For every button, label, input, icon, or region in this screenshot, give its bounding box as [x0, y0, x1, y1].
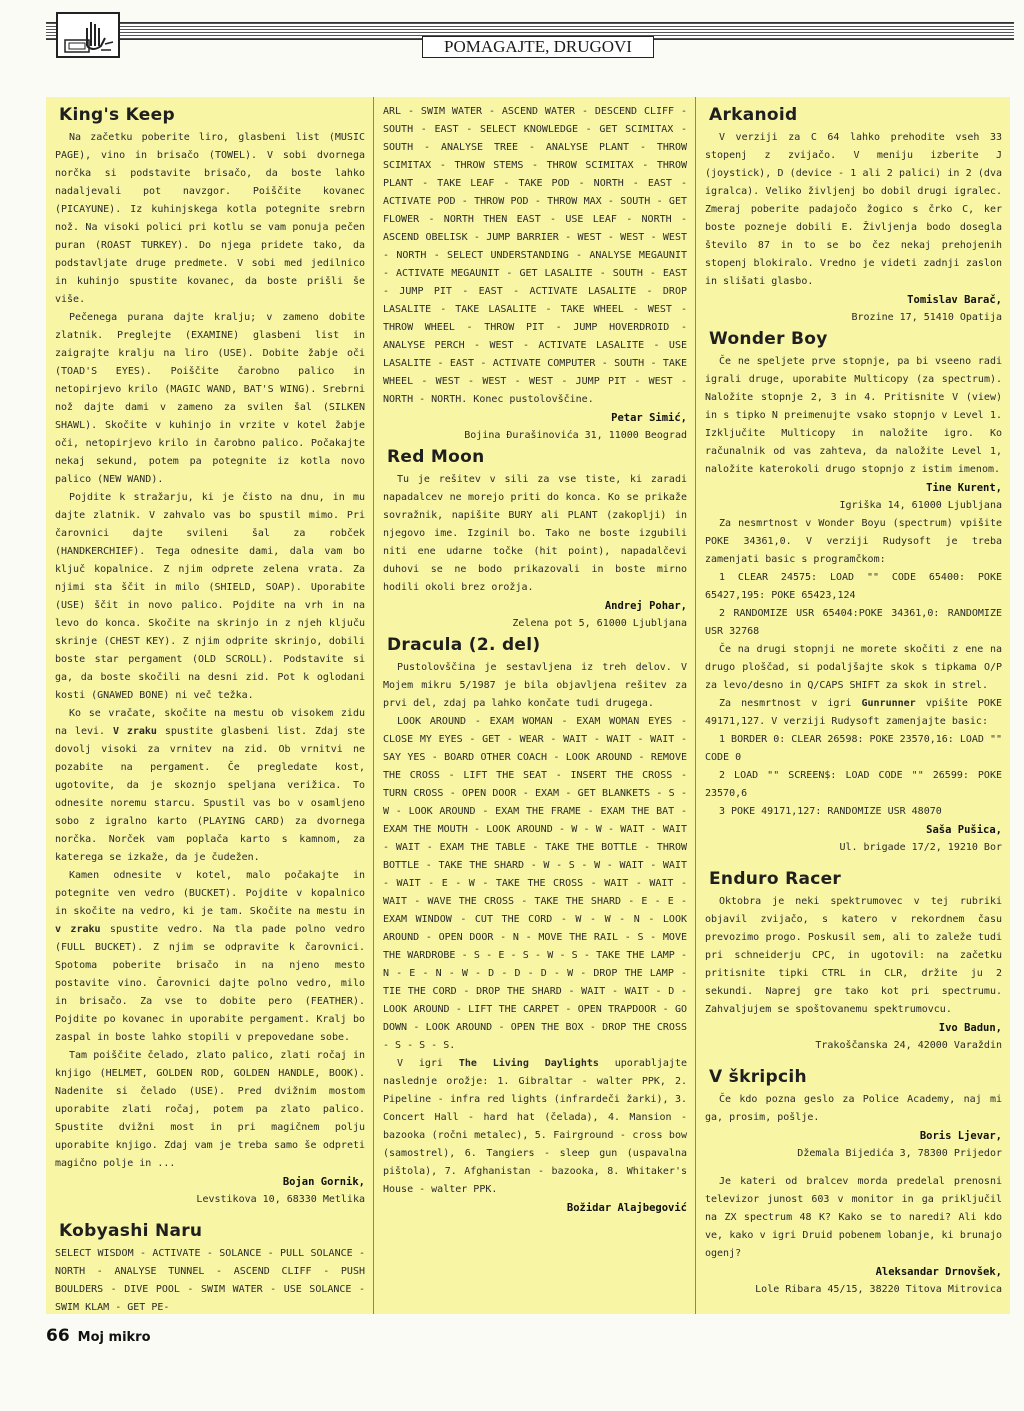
- column-3: [696, 97, 1010, 1314]
- kobyashi-p1: SELECT WISDOM - ACTIVATE - SOLANCE - PULL SOLANCE - NORTH - ANALYSE TUNNEL - ASCEND CLIFF - PUSH BOULDERS - DIVE POOL - SWIM WATER - USE SOLANCE - SWIM KLAM - GET PE-: [55, 1248, 365, 1313]
- author-signature: Tine Kurent,: [926, 482, 1002, 494]
- author-address: Levstikova 10, 68330 Metlika: [196, 1194, 365, 1205]
- author-address: Trakoščanska 24, 42000 Varaždin: [815, 1040, 1002, 1051]
- author-address: Džemala Bijedića 3, 78300 Prijedor: [797, 1148, 1002, 1159]
- author-signature: Aleksandar Drnovšek,: [875, 1266, 1002, 1278]
- page-footer: [46, 1326, 151, 1346]
- wonder-boy-p1: Če ne speljete prve stopnje, pa bi vseeno radi igrali druge, uporabite Multicopy (za spectrum). Naložite stopnje 2, 3 in 4. Pritisnite V (view) in s tipko N preimenujte vsako stopnjo v Level 1. Izključite Multicopy in naložite igro. Ko računalnik od vas zahteva, da naložite Level 1, naložite katerokoli drugo stopnjo z istim imenom.: [705, 356, 1002, 475]
- headline-arkanoid: Arkanoid: [709, 105, 798, 125]
- wonder-boy-p3: Če na drugi stopnji ne morete skočiti z ene na drugo ploščad, si podaljšajte skok s tipkama O/P za levo/desno in Q/CAPS SHIFT za skok in strel.: [705, 644, 1002, 691]
- kings-keep-p1: Na začetku poberite liro, glasbeni list (MUSIC PAGE), vino in brisačo (TOWEL). V sobi dvornega norčka si podstavite brisačo, da boste lahko nadaljevali pot navzgor. Poiščite kovanec (PICAYUNE). Iz kuhinjskega kotla potegnite srebrn nož. Na visoki polici pri kotlu se vam ponuja pečen puran (ROAST TURKEY). Do njega pridete tako, da podstavljate druge predmete. V sobi med jedilnico in kuhinjo spustite kovanec, da boste prišli še više.: [55, 132, 365, 305]
- living-daylights-p1: V igri The Living Daylights uporabljajte naslednje orožje: 1. Gibraltar - walter PPK, 2. Pipeline - infra red lights (infrardeči žarki), 3. Concert Hall - hard hat (čelada), 4. Mansion - bazooka (ročni metalec), 5. Fairground - cross bow (samostrel), 6. Tangiers - sleep gun (uspavalna pištola), 7. Afghanistan - bazooka, 8. Whitaker's House - walter PPK.: [383, 1058, 687, 1195]
- author-address: Bojina Đurašinovića 31, 11000 Beograd: [464, 430, 687, 441]
- skripcih-p2: Je kateri od bralcev morda predelal prenosni televizor junost 603 v monitor in ga priključil na ZX spectrum 48 K? Kako se to naredi? Ali kdo ve, kako v igri Druid pobenem lobanje, ki brunajo ogenj?: [705, 1176, 1002, 1259]
- author-signature: Boris Ljevar,: [919, 1130, 1002, 1142]
- gunrunner-p1: Za nesmrtnost v igri Gunrunner vpišite POKE 49171,127. V verziji Rudysoft zamenjajte basic:: [705, 698, 1002, 727]
- author-signature: Ivo Badun,: [938, 1022, 1002, 1034]
- hand-with-computer-logo-icon: [56, 12, 120, 58]
- headline-red-moon: Red Moon: [387, 447, 485, 467]
- section-title: POMAGAJTE, DRUGOVI: [422, 36, 654, 58]
- column-2: [374, 97, 696, 1314]
- code-line: 2 RANDOMIZE USR 65404:POKE 34361,0: RANDOMIZE USR 32768: [705, 608, 1002, 637]
- magazine-name: Moj mikro: [77, 1330, 151, 1345]
- headline-dracula: Dracula (2. del): [387, 635, 541, 655]
- author-signature: Andrej Pohar,: [604, 600, 687, 612]
- author-signature: Saša Pušica,: [926, 824, 1002, 836]
- author-signature: Petar Simić,: [611, 412, 687, 424]
- author-address: Igriška 14, 61000 Ljubljana: [839, 500, 1002, 511]
- headline-wonder-boy: Wonder Boy: [709, 329, 828, 349]
- code-line: 1 CLEAR 24575: LOAD "" CODE 65400: POKE 65427,195: POKE 65423,124: [705, 572, 1002, 601]
- code-line: 2 LOAD "" SCREEN$: LOAD CODE "" 26599: POKE 23570,6: [705, 770, 1002, 799]
- kobyashi-continued: ARL - SWIM WATER - ASCEND WATER - DESCEND CLIFF - SOUTH - EAST - SELECT KNOWLEDGE - GET SCIMITAX - SOUTH - ANALYSE TREE - ANALYSE PLANT - THROW SCIMITAX - THROW STEMS - THROW SCIMITAX - THROW PLANT - TAKE LEAF - TAKE POD - NORTH - EAST - ACTIVATE POD - THROW POD - THROW MAX - SOUTH - GET FLOWER - NORTH THEN EAST - USE LEAF - NORTH - ASCEND OBELISK - JUMP BARRIER - WEST - WEST - WEST - NORTH - SELECT UNDERSTANDING - ANALYSE MEGAUNIT - ACTIVATE MEGAUNIT - GET LASALITE - SOUTH - EAST - JUMP PIT - EAST - ACTIVATE LASALITE - DROP LASALITE - TAKE LASALITE - TAKE WHEEL - WEST - THROW WHEEL - THROW PIT - JUMP HOVERDROID - ANALYSE PERCH - WEST - ACTIVATE LASALITE - USE LASALITE - EAST - ACTIVATE COMPUTER - SOUTH - TAKE WHEEL - WEST - WEST - WEST - JUMP PIT - WEST - NORTH - NORTH. Konec pustolovščine.: [383, 106, 687, 405]
- kings-keep-p3: Pojdite k stražarju, ki je čisto na dnu, in mu dajte zlatnik. V zahvalo vas bo spustil mimo. Pri čarovnici dajte svileni šal za robček (HANDKERCHIEF). Tega odnesite dami, dala vam bo ključ kopalnice. Z njim odprete zelena vrata. Za njimi sta ščit in milo (SHIELD, SOAP). Uporabite (USE) ščit in novo palico. Pojdite na vrh in na levo do konca. Skočite na skrinjo in z njeh ključu skrinje (CHEST KEY). Z njim odprite skrinjo, dobili boste star pergament (OLD SCROLL). Podstavite si ga, da boste skočili na desni zid. Pot k oglodani kosti (GNAWED BONE) ni več težka.: [55, 492, 365, 701]
- arkanoid-p1: V verziji za C 64 lahko prehodite vseh 33 stopenj z zvijačo. V meniju izberite J (joystick), D (device - 1 ali 2 palici) in 2 (dva igralca). Veliko življenj bo dobil drugi igralec. Zmeraj poberite padajočo žogico s črko C, ker boste pozneje dobili E. Življenja bodo dosegla število 87 in to se bo čez nekaj prehojenih stopenj blokiralo. Vredno je videti zadnji zaslon in slišati glasbo.: [705, 132, 1002, 287]
- kings-keep-p2: Pečenega purana dajte kralju; v zameno dobite zlatnik. Preglejte (EXAMINE) glasbeni list in zaigrajte kralju na liro (USE). Dobite žabje oči (TOAD'S EYES). Poiščite čarobno palico in netopirjevo krilo (MAGIC WAND, BAT'S WING). Srebrni nož dajte dami v zameno za svilen šal (SILKEN SHAWL). Skočite v kuhinjo in vrzite v kotel žabje oči, netopirjevo krilo in čarobno palico. Počakajte nekaj sekund, potem pa potegnite iz kotla novo palico (NEW WAND).: [55, 312, 365, 485]
- headline-kobyashi-naru: Kobyashi Naru: [59, 1221, 203, 1241]
- code-line: 3 POKE 49171,127: RANDOMIZE USR 48070: [719, 806, 942, 817]
- author-signature: Bojan Gornik,: [282, 1176, 365, 1188]
- wonder-boy-p2: Za nesmrtnost v Wonder Boyu (spectrum) vpišite POKE 34361,0. V verziji Rudysoft je treba zamenjati basic s programčkom:: [705, 518, 1002, 565]
- author-address: Ul. brigade 17/2, 19210 Bor: [839, 842, 1002, 853]
- kings-keep-p5: Kamen odnesite v kotel, malo počakajte in potegnite ven vedro (BUCKET). Pojdite v kopalnico in skočite na vedro, ki je tam. Skočite na mestu in v zraku spustite vedro. Na tla pade polno vedro (FULL BUCKET). Z njim se odpravite k čarovnici. Spotoma poberite brisačo in na njeno mesto postavite vino. Čarovnici dajte polno vedro, milo in brisačo. Za vse to dobite pero (FEATHER). Pojdite po kovanec in uporabite pergament. Kralj bo zaspal in boste lahko stopili v prepovedane sobe.: [55, 870, 365, 1043]
- dracula-p2: LOOK AROUND - EXAM WOMAN - EXAM WOMAN EYES - CLOSE MY EYES - GET - WEAR - WAIT - WAIT - WAIT - SAY YES - BOARD OTHER COACH - LOOK AROUND - REMOVE THE CROSS - LIFT THE SEAT - INSERT THE CROSS - TURN CROSS - OPEN DOOR - EXAM - GET BLANKETS - S - W - LOOK AROUND - EXAM THE FRAME - EXAM THE BAT - EXAM THE MOUTH - LOOK AROUND - W - W - WAIT - WAIT - WAIT - EXAM THE TABLE - TAKE THE BOTTLE - THROW BOTTLE - TAKE THE SHARD - W - S - W - WAIT - WAIT - WAIT - E - W - TAKE THE CROSS - WAIT - WAIT - WAIT - WAVE THE CROSS - TAKE THE SHARD - E - E - EXAM WINDOW - CUT THE CORD - W - W - N - LOOK AROUND - OPEN DOOR - N - MOVE THE RAIL - S - MOVE THE WARDROBE - S - E - S - W - S - TAKE THE LAMP - N - E - N - W - D - D - D - W - DROP THE LAMP - TIE THE CORD - DROP THE SHARD - WAIT - WAIT - D - LOOK AROUND - LIFT THE CARPET - OPEN TRAPDOOR - GO DOWN - LOOK AROUND - OPEN THE BOX - DROP THE CROSS - S - S - S.: [383, 716, 687, 1051]
- author-address: Brozine 17, 51410 Opatija: [851, 312, 1002, 323]
- code-line: 1 BORDER 0: CLEAR 26598: POKE 23570,16: LOAD "" CODE 0: [705, 734, 1002, 763]
- kings-keep-p6: Tam poiščite čelado, zlato palico, zlati ročaj in knjigo (HELMET, GOLDEN ROD, GOLDEN HANDLE, BOOK). Nadenite si čelado (USE). Pred dvižnim mostom uporabite zlati ročaj, potem pa zlato palico. Spustite dvižni most in pri magičnem polju uporabite knjigo. Zdaj vam je treba samo še odpreti magično polje in ...: [55, 1050, 365, 1169]
- author-signature: Tomislav Barač,: [907, 294, 1002, 306]
- dracula-p1: Pustolovščina je sestavljena iz treh delov. V Mojem mikru 5/1987 je bila objavljena rešitev za prvi del, zdaj pa lahko končate tudi drugega.: [383, 662, 687, 709]
- page-number: 66: [46, 1326, 70, 1346]
- author-address: Lole Ribara 45/15, 38220 Titova Mitrovica: [755, 1284, 1002, 1295]
- author-address: Zelena pot 5, 61000 Ljubljana: [512, 618, 687, 629]
- headline-v-skripcih: V škripcih: [709, 1067, 807, 1087]
- skripcih-p1: Če kdo pozna geslo za Police Academy, naj mi ga, prosim, pošlje.: [705, 1094, 1002, 1123]
- red-moon-p1: Tu je rešitev v sili za vse tiste, ki zaradi napadalcev ne morejo priti do konca. Ko se prikaže sovražnik, napišite BURY ali PLANT (zakoplji) in njegovo ime. Izginil bo. Tako ne boste izgubili niti ene udarne točke (hit point), napadalčevi duhovi se ne bodo prikazovali in boste mirno hodili okoli brez orožja.: [383, 474, 687, 593]
- author-signature: Božidar Alajbegović: [566, 1202, 687, 1214]
- kings-keep-p4: Ko se vračate, skočite na mestu ob visokem zidu na levi. V zraku spustite glasbeni list. Zdaj ste dovolj visoki za vrnitev na zid. Ob vrnitvi ne pozabite na pergament. Če pregledate kost, ugotovite, da je skoznjo speljana verižica. To odnesite noremu starcu. Spustil vas bo v osamljeno sobo z igralno karto (PLAYING CARD) za dvornega norčka. Norček vam poplača karto s kamnom, za katerega se izkaže, da je čudežen.: [55, 708, 365, 863]
- headline-kings-keep: King's Keep: [59, 105, 175, 125]
- enduro-p1: Oktobra je neki spektrumovec v tej rubriki objavil zvijačo, s katero v rekordnem času prevozimo progo. Poskusil sem, ali to zaleže tudi pri schneiderju CPC, in ugotovil: na začetku pritisnite tipki CTRL in CLR, držite ju 2 sekundi. Naprej gre tako kot pri spectrumu. Zahvaljujem se spoštovanemu spektrumovcu.: [705, 896, 1002, 1015]
- headline-enduro-racer: Enduro Racer: [709, 869, 842, 889]
- column-1: [46, 97, 374, 1314]
